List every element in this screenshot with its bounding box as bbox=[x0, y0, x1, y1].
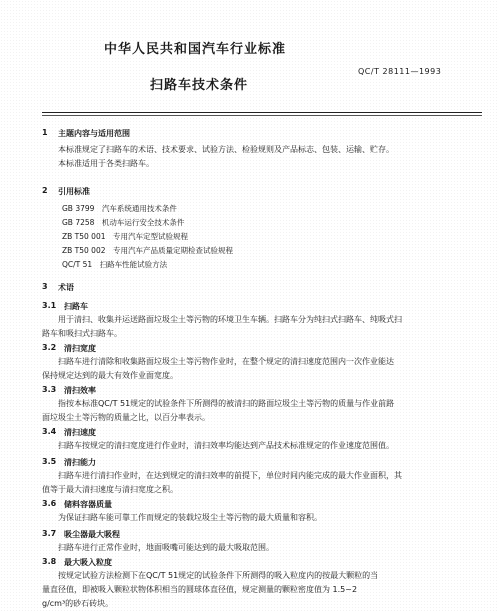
section-1-number: 1 bbox=[42, 128, 48, 137]
clause-text: 扫路车按规定的清扫宽度进行作业时，清扫效率均能达到产品技术标准规定的作业速度范围值。 bbox=[58, 441, 394, 450]
section-1-line-2: 本标准适用于各类扫路车。 bbox=[58, 159, 154, 168]
header-rule-top bbox=[42, 112, 482, 113]
section-2-title: 引用标准 bbox=[58, 187, 90, 196]
standard-title: 中华人民共和国汽车行业标准 bbox=[103, 42, 286, 57]
clause-title: 清扫能力 bbox=[64, 458, 96, 467]
clause-number: 3.8 bbox=[42, 557, 57, 566]
clause-text: 指按本标准QC/T 51规定的试验条件下所测得的被清扫的路面垃圾尘土等污物的质量与作业前路 bbox=[58, 399, 395, 408]
clause-number: 3.1 bbox=[42, 301, 57, 310]
section-3-title: 术语 bbox=[58, 283, 74, 292]
clause-text: 保持规定达到的最大有效作业面宽度。 bbox=[42, 371, 178, 380]
clause-number: 3.4 bbox=[42, 427, 57, 436]
clause-title: 储料容器质量 bbox=[64, 500, 112, 509]
reference-item: ZB T50 001 专用汽车定型试验规程 bbox=[62, 232, 188, 241]
clause-title: 清扫速度 bbox=[64, 428, 96, 437]
section-1-title: 主题内容与适用范围 bbox=[58, 129, 130, 138]
reference-item: QC/T 51 扫路车性能试验方法 bbox=[62, 260, 168, 269]
reference-item: GB 7258 机动车运行安全技术条件 bbox=[62, 218, 185, 227]
clause-text: 扫路车进行正常作业时，地面吸嘴可能达到的最大吸取范围。 bbox=[58, 543, 274, 552]
section-2-number: 2 bbox=[42, 186, 48, 195]
clause-text: 为保证扫路车能可靠工作而规定的装载垃圾尘土等污物的最大质量和容积。 bbox=[58, 513, 322, 522]
section-3-number: 3 bbox=[42, 282, 48, 291]
clause-text: 用于清扫、收集并运送路面垃圾尘土等污物的环境卫生车辆。扫路车分为纯扫式扫路车、纯吸式扫 bbox=[58, 315, 402, 324]
clause-number: 3.7 bbox=[42, 529, 57, 538]
clause-number: 3.5 bbox=[42, 457, 57, 466]
standard-code: QC/T 28111—1993 bbox=[358, 67, 442, 76]
clause-title: 吸尘器最大吸程 bbox=[64, 530, 120, 539]
clause-text: g/cm³的砂石砖块。 bbox=[42, 599, 114, 608]
clause-number: 3.6 bbox=[42, 499, 57, 508]
clause-text: 扫路车进行清除和收集路面垃圾尘土等污物作业时，在整个规定的清扫速度范围内一次作业能达 bbox=[58, 357, 394, 366]
section-1-line-1: 本标准规定了扫路车的术语、技术要求、试验方法、检验规则及产品标志、包装、运输、贮存。 bbox=[58, 145, 394, 154]
clause-number: 3.2 bbox=[42, 343, 57, 352]
clause-text: 按规定试验方法检测下在QC/T 51规定的试验条件下所测得的吸入粒度内的按最大颗粒的当 bbox=[58, 571, 379, 580]
clause-title: 最大吸入粒度 bbox=[64, 558, 112, 567]
clause-title: 清扫效率 bbox=[64, 386, 96, 395]
clause-title: 清扫宽度 bbox=[64, 344, 96, 353]
clause-text: 扫路车进行清扫作业时，在达到规定的清扫效率的前提下，单位时间内能完成的最大作业面积，其 bbox=[58, 471, 402, 480]
clause-text: 面垃圾尘土等污物的质量之比，以百分率表示。 bbox=[42, 413, 210, 422]
clause-title: 扫路车 bbox=[64, 302, 88, 311]
reference-item: GB 3799 汽车系统通用技术条件 bbox=[62, 204, 177, 213]
clause-text: 路车和吸扫式扫路车。 bbox=[42, 329, 122, 338]
clause-text: 量直径值，即被吸入颗粒状物体积相当的圆球体直径值，规定测量的颗粒密度值为 1.5~2 bbox=[42, 585, 358, 594]
reference-item: ZB T50 002 专用汽车产品质量定期检查试验规程 bbox=[62, 246, 233, 255]
clause-text: 值等于最大清扫速度与清扫宽度之积。 bbox=[42, 485, 178, 494]
header-rule-bottom bbox=[42, 115, 482, 116]
document-title: 扫路车技术条件 bbox=[150, 78, 249, 93]
clause-number: 3.3 bbox=[42, 385, 57, 394]
